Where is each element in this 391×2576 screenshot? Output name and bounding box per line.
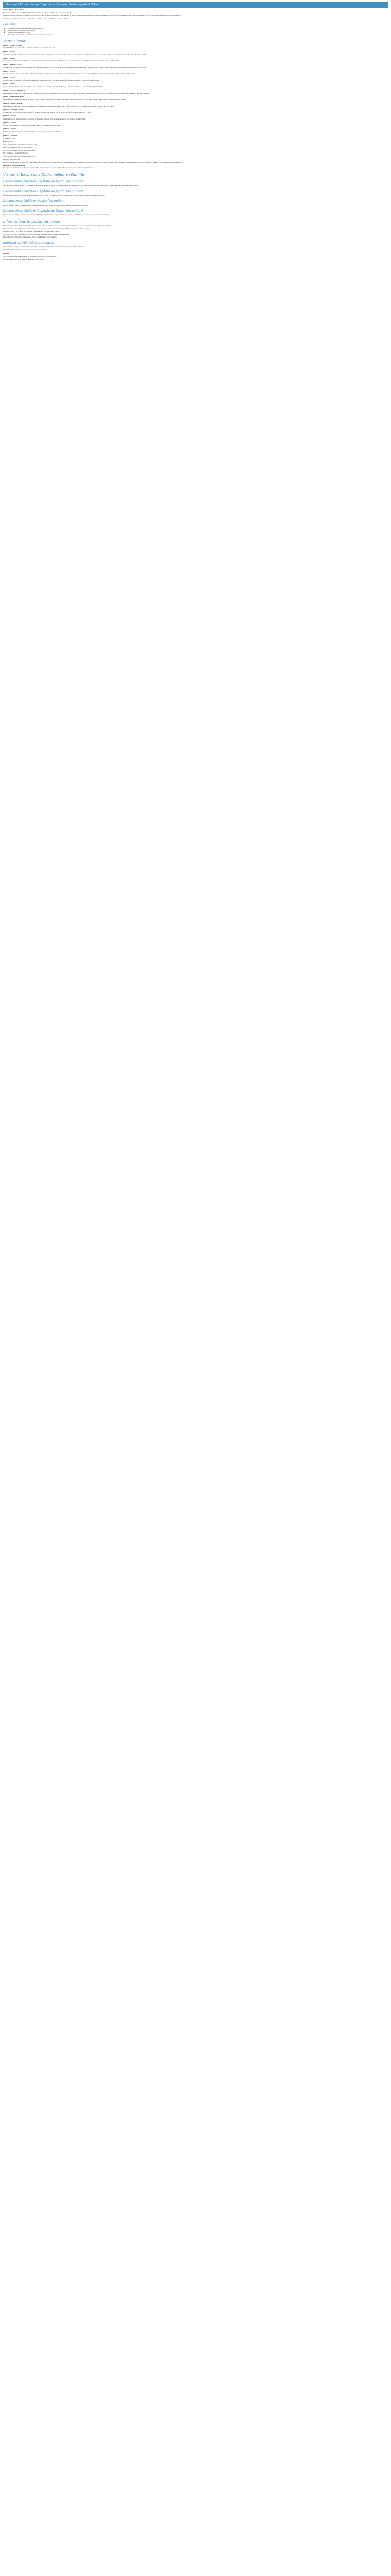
day-block [3, 128, 388, 133]
day-block [3, 77, 388, 82]
day-block [3, 122, 388, 127]
day-text: Journée libre. Possibilité d'excursion optionnelle à Nikko ou à Kamakura. Nuit à l'hôtel. [3, 125, 61, 126]
option-title: Découvertes Guidées Osaka (en option) [3, 199, 65, 203]
contact-section [3, 253, 388, 261]
day-title: JOUR 15 - FRANCE [3, 134, 17, 137]
page [0, 0, 391, 265]
flight-info-text: Vols réguliers au départ de Paris Charles de Gaulle à destination d'Osaka Kansai et retour depuis Tokyo Narita ou Haneda. [3, 246, 85, 248]
info-paragraph: Décalage horaire : + 8 heures en hiver et + 7 heures en été par rapport à la France. [3, 231, 60, 232]
circuit-banner: Descriptif Circuit Nangu, Capitale et Ryokan, Osaka, Kyoto et Tokyo [3, 2, 388, 8]
accommodation-item: Mont Koya : Monastère Ekoin (temple-logement) [3, 149, 36, 151]
day-title: JOUR 6 - KYOTO [3, 77, 15, 78]
day-block [3, 45, 388, 50]
day-text: Journée libre. Possibilité d'excursion optionnelle à Arashiyama : bambouseraie, temple Tenryu-ji et balade en bateau sur la rivière Hozu. Nuit à l'hôtel. [3, 86, 104, 88]
day-text: Matinée libre pour les derniers achats. Transfert à l'aéroport et vol retour vers la France. [3, 131, 62, 133]
plus-item: • Voyage en petit groupe (8 à 16 personnes maximum) [8, 28, 388, 30]
day-text: Transfert libre vers Kyoto en train. Installation à votre hôtel puis premiers pas dans l'ancienne capitale impériale. Balade libre dans le quartier de Gion, célèbre pour ses maisons de thé et ses geishas. Nuit à l'hôtel. [3, 66, 146, 69]
day-block [3, 103, 388, 108]
day-text: Journée libre à Osaka. Découverte libre du château d'Osaka, du quartier animé de Dotonbori et du marché Kuromon. Possibilité d'excursion optionnelle à Kobe. Nuit à l'hôtel. [3, 60, 120, 62]
option-title: Découvertes Guidées Capitale de Kyoto (en option) [3, 180, 83, 183]
plus-item: • Nuit en ryokan traditionnel avec onsen [8, 30, 388, 32]
day-title: JOUR 3 - OSAKA [3, 57, 15, 59]
accommodation-section [3, 141, 388, 158]
day-block [3, 96, 388, 101]
option-text: Excursion d'une journée guidée en français à la découverte du Kyoto impérial : le Palais impérial, le château Nijo et ses planchers rossignol, puis le quartier de Higashiyama et ses ruelles traditionnelles. [3, 185, 139, 187]
flight-info-text: Possibilité de départ de province sur demande avec supplément. [3, 249, 47, 251]
option-text: Demi-journée guidée à la découverte des temples du nord de Kyoto : le Pavillon d'Argent (Ginkaku-ji) et le Chemin de la Philosophie, bordé de cerisiers. [3, 195, 105, 196]
price-includes-label: Les prix comprennent [3, 159, 20, 161]
day-text: Arrivée à l'aéroport international du Kansai. Accueil par notre correspondant francophone et transfert en navette jusqu'à votre hôtel. Reste de la journée libre pour une première découverte de la ville. Nuit à l'hôtel. [3, 54, 146, 56]
day-title: JOUR 10 - NARA / HAKONE [3, 103, 23, 104]
accommodation-item: Nara et Hakone : Ryokan traditionnel [3, 152, 28, 154]
price-excludes-text: Les repas non mentionnés, les dépenses personnelles, les pourboires, les visites optionnelles, l'assurance annulation et rapatriement. [3, 167, 93, 169]
day-text: Arrivée en France. [3, 138, 15, 139]
accommodation-item: Tokyo : Hotel Gracery Shinjuku ou similaire (3*) [3, 155, 35, 157]
day-block [3, 115, 388, 121]
intro-line: Nouveauté 2016 / 15 Jours / 13 Nuits / 4 nuits en ryokan ; voyage en petit groupe ; réservation en ligne [3, 12, 73, 14]
intro-line: Cette nouvelle formule vous propose une immersion au cœur du Japon traditionnel : hébergement en ryokan, découverte des temples et des jardins de Kyoto, rencontre avec une geisha, nuit dans un monastère du Mont Koya et découverte de la modernité de Tokyo. [3, 15, 182, 16]
day-block [3, 51, 388, 56]
day-title: JOUR 12 - TOKYO [3, 115, 16, 117]
accommodation-label: Hébergement [3, 141, 13, 143]
plus-item: • Des visites optionnelles à la carte pour personnaliser votre voyage [8, 34, 388, 36]
option-title: Découvertes Guidées Capitale de Kyoto (en option) [3, 190, 83, 193]
option-text: Journée guidée à Tokyo : le marché aux poissons de Tsukiji, les jardins Hama-rikyu, croisière sur la rivière Sumida jusqu'à Asakusa, puis le quartier d'Akihabara. [3, 214, 110, 216]
day-title: JOUR 9 - MONT KOYA / NARA [3, 96, 25, 98]
accommodation-item: Kyoto : Hotel Vischio Kyoto ou similaire (3*) [3, 147, 32, 148]
day-block [3, 71, 388, 76]
price-section [3, 159, 388, 170]
flight-info-title: Information Vols Aéroports Japon [3, 241, 54, 245]
option-title: Découvertes Guidées Capitale de Tokyo (en option) [3, 209, 83, 213]
accommodation-item: Osaka : Hotel Keihan Yodoyabashi ou similaire (3*) [3, 144, 37, 146]
day-title: JOUR 7 - KYOTO [3, 83, 15, 85]
day-title: JOUR 8 - KYOTO / MONT KOYA [3, 90, 25, 91]
day-title: JOUR 1 - FRANCE / OSAKA [3, 44, 23, 46]
day-text: Matinée libre. L'après-midi, cérémonie du thé suivie d'une initiation à la calligraphie. En soirée, dîner en compagnie d'une maiko. Nuit à l'hôtel. [3, 79, 100, 81]
plus-title: Les Plus [3, 22, 16, 26]
info-paragraph: Électricité : 100 volts, prises plates à deux fiches. Un adaptateur est nécessaire. [3, 236, 57, 238]
day-block [3, 58, 388, 63]
day-title: JOUR 2 - OSAKA [3, 51, 15, 53]
day-text: Visite de Tokyo : le sanctuaire Meiji, le quartier de Harajuku, Shibuya et son célèbre carrefour, puis Shinjuku. Nuit à l'hôtel. [3, 118, 85, 120]
info-paragraph: Monnaie : le yen (JPY). Les cartes bancaires ne sont pas acceptées partout, prévoyez des espèces. [3, 233, 69, 235]
day-title: JOUR 13 - TOKYO [3, 122, 16, 124]
day-block [3, 90, 388, 95]
day-text: Départ en train pour le Mont Koya, haut lieu du bouddhisme Shingon. Visite du cimetière Okunoin et du temple Kongobu-ji. Dîner végétarien (shojin ryori) et nuit au monastère. Possibilité d'assister à la prière matinale. [3, 92, 149, 94]
info-paragraph: Santé : aucun vaccin obligatoire. Il est recommandé de souscrire une assurance couvrant les frais médicaux, très élevés au Japon. [3, 228, 91, 230]
day-text: Journée consacrée à la visite de Kyoto : le Pavillon d'Or (Kinkaku-ji), le jardin zen du Ryoan-ji, le temple Kiyomizu-dera et le sanctuaire Fushimi Inari aux milliers de torii. Déjeuner libre. Nuit à l'hôtel. [3, 73, 136, 75]
intro-section [3, 9, 388, 20]
info-paragraph: Formalités : passeport valide pour toute la durée du séjour. Aucun visa n'est exigé pour les ressortissants français pour un séjour touristique de moins de 90 jours. [3, 225, 112, 227]
contact-line: Nous contacter pour toute demande de devis ou d'information complémentaire. [3, 256, 57, 257]
day-text: Transfert vers Tokyo. Découverte du quartier d'Asakusa et du temple Senso-ji, puis de la rue commerçante Nakamise. Nuit à l'hôtel. [3, 112, 92, 113]
contact-line: Du lundi au vendredi de 9h à 19h et le samedi de 10h à 18h. [3, 258, 44, 260]
day-text: Départ de France sur vol régulier à destination d'Osaka. Repas et nuit à bord. [3, 47, 55, 49]
day-title: JOUR 14 - TOKYO [3, 128, 16, 130]
day-block [3, 135, 388, 140]
day-block [3, 64, 388, 69]
day-block [3, 109, 388, 114]
day-title: JOUR 5 - KYOTO [3, 70, 15, 72]
day-title: JOUR 4 - OSAKA / KYOTO [3, 64, 22, 65]
info-title: Informations Importantes Japon [3, 219, 60, 224]
day-block [3, 83, 388, 89]
day-text: Départ en shinkansen vers Hakone. Croisière sur le lac Ashi et montée en téléphérique avec vue sur le Mont Fuji par temps clair. Bain dans un onsen. Nuit en ryokan. [3, 105, 115, 107]
day-text: Départ vers Nara, première capitale du Japon. Visite du temple Todai-ji et de son Grand Bouddha, du parc aux daims et du sanctuaire Kasuga Taisha. Nuit en ryokan avec dîner kaiseki. [3, 99, 126, 100]
options-title: Visites et Excursions Optionnelles en Famille [3, 173, 84, 177]
plus-list [3, 28, 388, 36]
plus-item: • Nuit au monastère du Mont Koya [8, 32, 388, 34]
option-text: Journée guidée à Osaka : château d'Osaka, observatoire Umeda Sky Building, quartier de Shinsekai et dégustation de takoyaki. [3, 205, 89, 206]
intro-line: Le circuit : 3 nuits à Osaka, 5 nuits à Kyoto, 1 nuit au Mont Koya, 1 nuit à Nara et 3 nuits à Tokyo. [3, 18, 68, 20]
intro-line: Osaka - Kyoto - Nara - Tokyo [3, 9, 25, 11]
price-excludes-label: Les prix ne comprennent pas [3, 164, 25, 166]
circuit-title: Votre Circuit [3, 39, 26, 43]
day-title: JOUR 11 - HAKONE / TOKYO [3, 109, 24, 111]
contact-label: Contact [3, 252, 9, 255]
price-includes-text: Les vols internationaux, les transferts mentionnés, l'hébergement en chambre double, les petits-déjeuners, les repas mentionnés au programme, le Japan Rail Pass 7 jours, les visites mentionnées avec guide francophone, l'assistance de notre correspondant sur place. [3, 162, 183, 163]
